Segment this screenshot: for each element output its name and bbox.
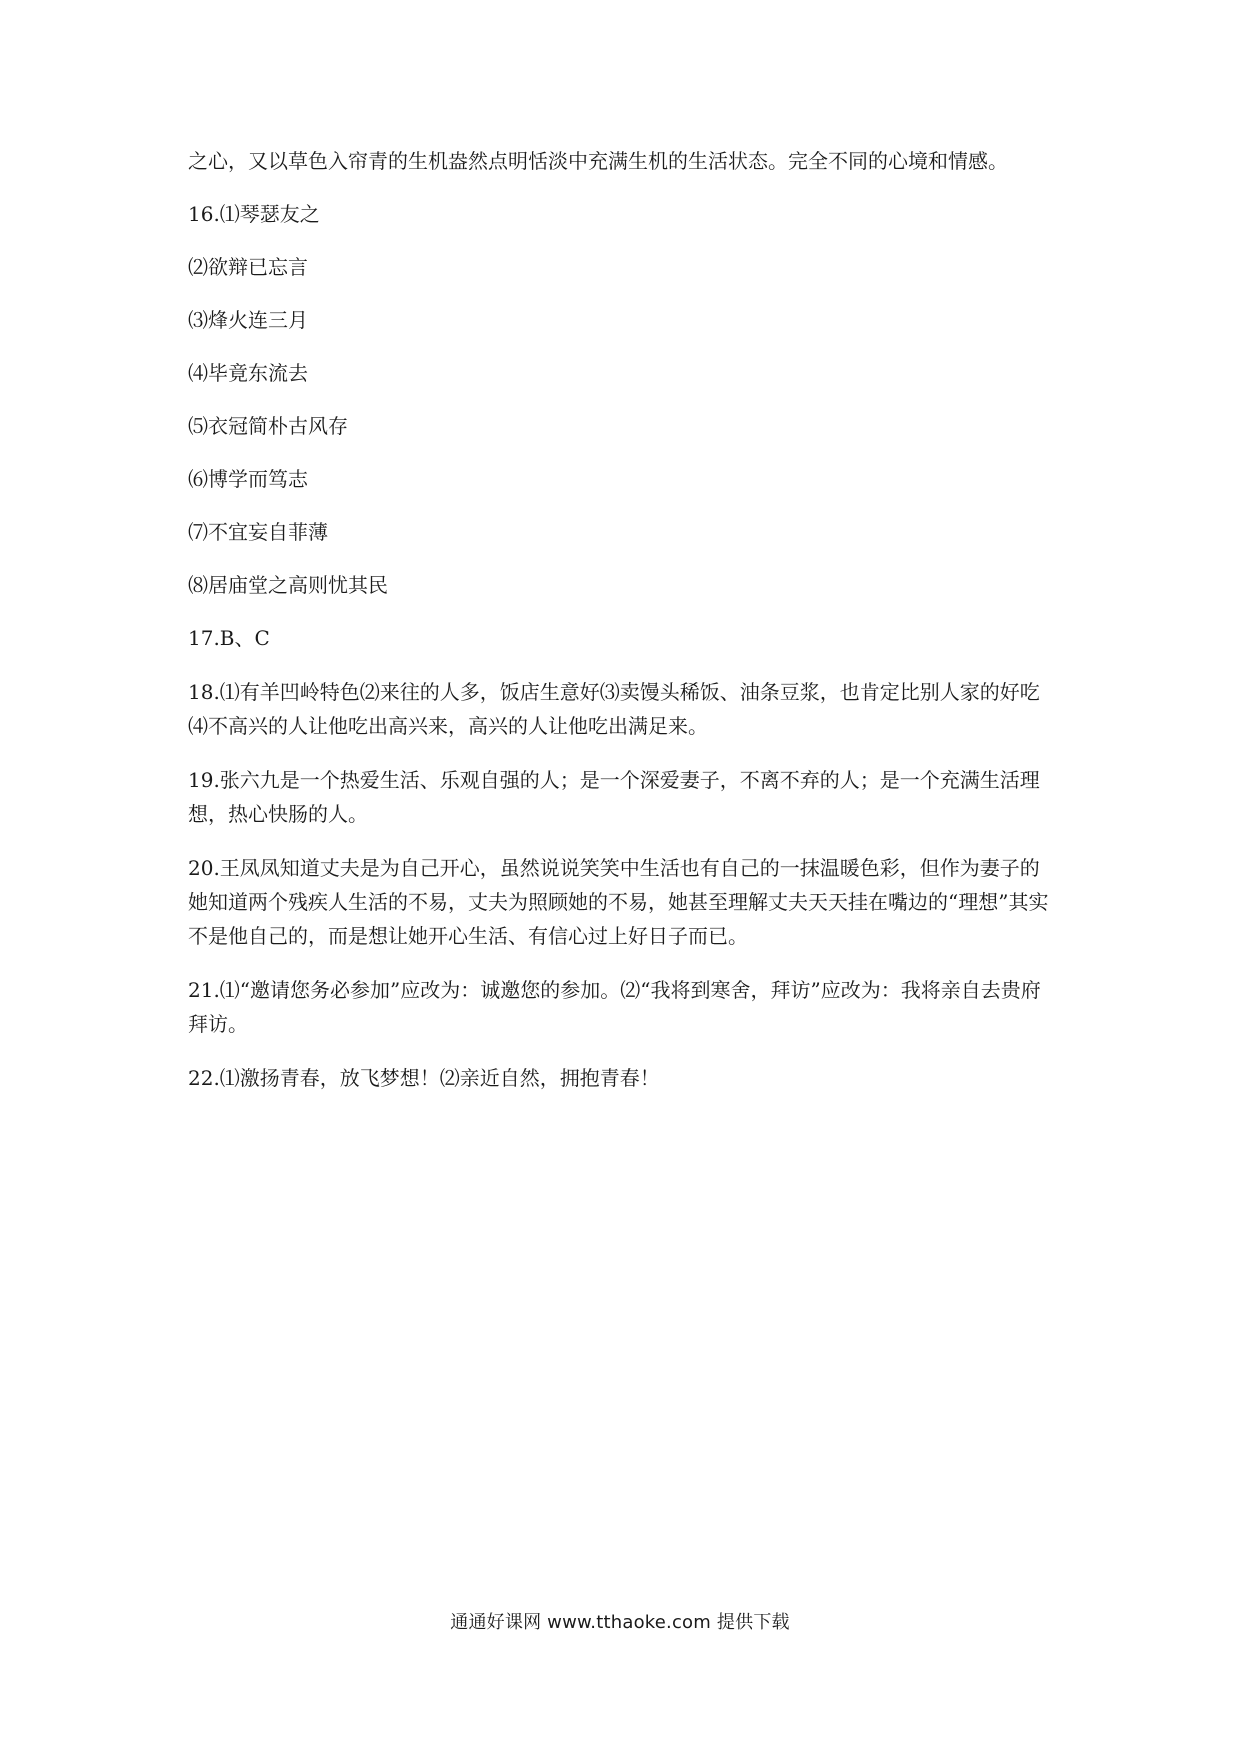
answer-16-6: ⑹博学而笃志 bbox=[188, 467, 308, 491]
answer-16-1: 16.⑴琴瑟友之 bbox=[188, 202, 320, 226]
answer-16-7: ⑺不宜妄自菲薄 bbox=[188, 520, 328, 544]
answer-21: 21.⑴“邀请您务必参加”应改为：诚邀您的参加。⑵“我将到寒舍，拜访”应改为：我将亲自去贵府拜访。 bbox=[188, 978, 1041, 1036]
answer-20: 20.王凤凤知道丈夫是为自己开心，虽然说说笑笑中生活也有自己的一抹温暖色彩，但作为妻子的她知道两个残疾人生活的不易，丈夫为照顾她的不易，她甚至理解丈夫天天挂在嘴边的“理想”其实不是他自己的，而是想让她开心生活、有信心过上好日子而已。 bbox=[188, 856, 1049, 948]
answer-16-8: ⑻居庙堂之高则忧其民 bbox=[188, 573, 388, 597]
text-line: 之心，又以草色入帘青的生机盎然点明恬淡中充满生机的生活状态。完全不同的心境和情感。 bbox=[188, 149, 1008, 173]
answer-16-4: ⑷毕竟东流去 bbox=[188, 361, 308, 385]
answer-22: 22.⑴激扬青春，放飞梦想！⑵亲近自然，拥抱青春！ bbox=[188, 1066, 660, 1090]
answer-18: 18.⑴有羊凹岭特色⑵来往的人多，饭店生意好⑶卖馒头稀饭、油条豆浆，也肯定比别人家的好吃⑷不高兴的人让他吃出高兴来，高兴的人让他吃出满足来。 bbox=[188, 680, 1040, 738]
answer-17: 17.B、C bbox=[188, 626, 270, 650]
answer-16-5: ⑸衣冠简朴古风存 bbox=[188, 414, 348, 438]
document-body bbox=[188, 144, 1058, 1095]
answer-16-3: ⑶烽火连三月 bbox=[188, 308, 308, 332]
answer-19: 19.张六九是一个热爱生活、乐观自强的人；是一个深爱妻子，不离不弃的人；是一个充满生活理想，热心快肠的人。 bbox=[188, 768, 1040, 826]
footer-text: 通通好课网 www.tthaoke.com 提供下载 bbox=[450, 1612, 790, 1633]
answer-16-2: ⑵欲辩已忘言 bbox=[188, 255, 308, 279]
